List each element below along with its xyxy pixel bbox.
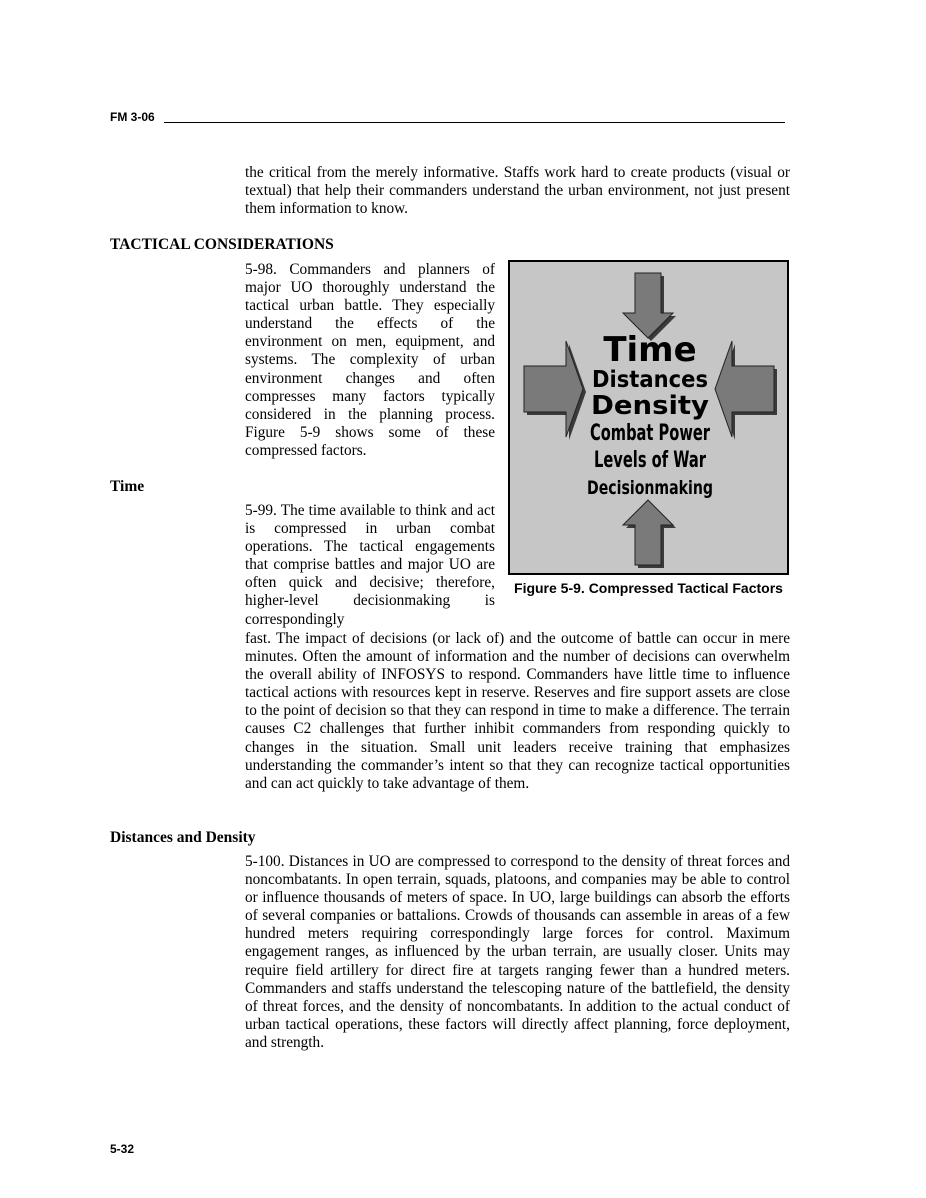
paragraph-5-99-part1: 5-99. The time available to think and act is compressed in urban combat operations. The tactical engagements that comprise battles and major UO are often quick and decisive; therefore, higher-level decisionmaking is correspondingly [245,502,495,628]
factor-decisionmaking: Decisionmaking [587,477,713,499]
manual-id: FM 3-06 [110,110,155,124]
factor-combat-power: Combat Power [590,421,711,446]
page-number: 5-32 [110,1142,135,1156]
intro-paragraph: the critical from the merely informative. Staffs work hard to create products (visual or textual) that help their commanders understand the urban environment, not just present them information to know. [245,164,790,218]
compressed-factors-graphic [510,262,787,573]
arrow-right [715,341,777,440]
subheading-time: Time [110,478,145,495]
factor-time: Time [603,330,697,370]
paragraph-5-99-part2: fast. The impact of decisions (or lack of) and the outcome of battle can occur in mere minutes. Often the amount of information and the number of decisions can overwhelm the overall ability of INFOSYS to respond. Commanders have little time to influence tactical actions with resources kept in reserve. Reserves and fire support assets are close to the point of decision so that they can respond in time to make a difference. The terrain causes C2 challenges that further inhibit commanders from responding quickly to changes in the situation. Small unit leaders receive training that emphasizes understanding the commander’s intent so that they can recognize tactical opportunities and can act quickly to take advantage of them. [245,630,790,792]
factor-density: Density [591,391,710,421]
subheading-distances-and-density: Distances and Density [110,829,256,846]
section-heading-tactical-considerations: TACTICAL CONSIDERATIONS [110,236,334,253]
factor-distances: Distances [592,367,708,393]
figure-caption: Figure 5-9. Compressed Tactical Factors [514,580,783,596]
figure-5-9 [508,260,789,575]
paragraph-5-98: 5-98. Commanders and planners of major UO thoroughly understand the tactical urban battle. They especially understand the effects of the environment on men, equipment, and systems. The complexity of urban environment changes and often compresses many factors typically considered in the planning process. Figure 5-9 shows some of these compressed factors. [245,261,495,459]
arrow-bottom [623,500,676,568]
header-rule [164,122,785,123]
running-header [110,110,785,126]
arrow-left [524,341,586,440]
paragraph-5-100: 5-100. Distances in UO are compressed to correspond to the density of threat forces and noncombatants. In open terrain, squads, platoons, and companies may be able to control or influence thousands of meters of space. In UO, large buildings can absorb the efforts of several companies or battalions. Crowds of thousands can assemble in areas of a few hundred meters requiring correspondingly large forces for control. Maximum engagement ranges, as influenced by the urban terrain, are usually closer. Units may require field artillery for direct fire at targets ranging fewer than a hundred meters. Commanders and staffs understand the telescoping nature of the battlefield, the density of threat forces, and the density of noncombatants. In addition to the actual conduct of urban tactical operations, these factors will directly affect planning, force deployment, and strength. [245,853,790,1051]
factor-levels-of-war: Levels of War [594,448,707,473]
